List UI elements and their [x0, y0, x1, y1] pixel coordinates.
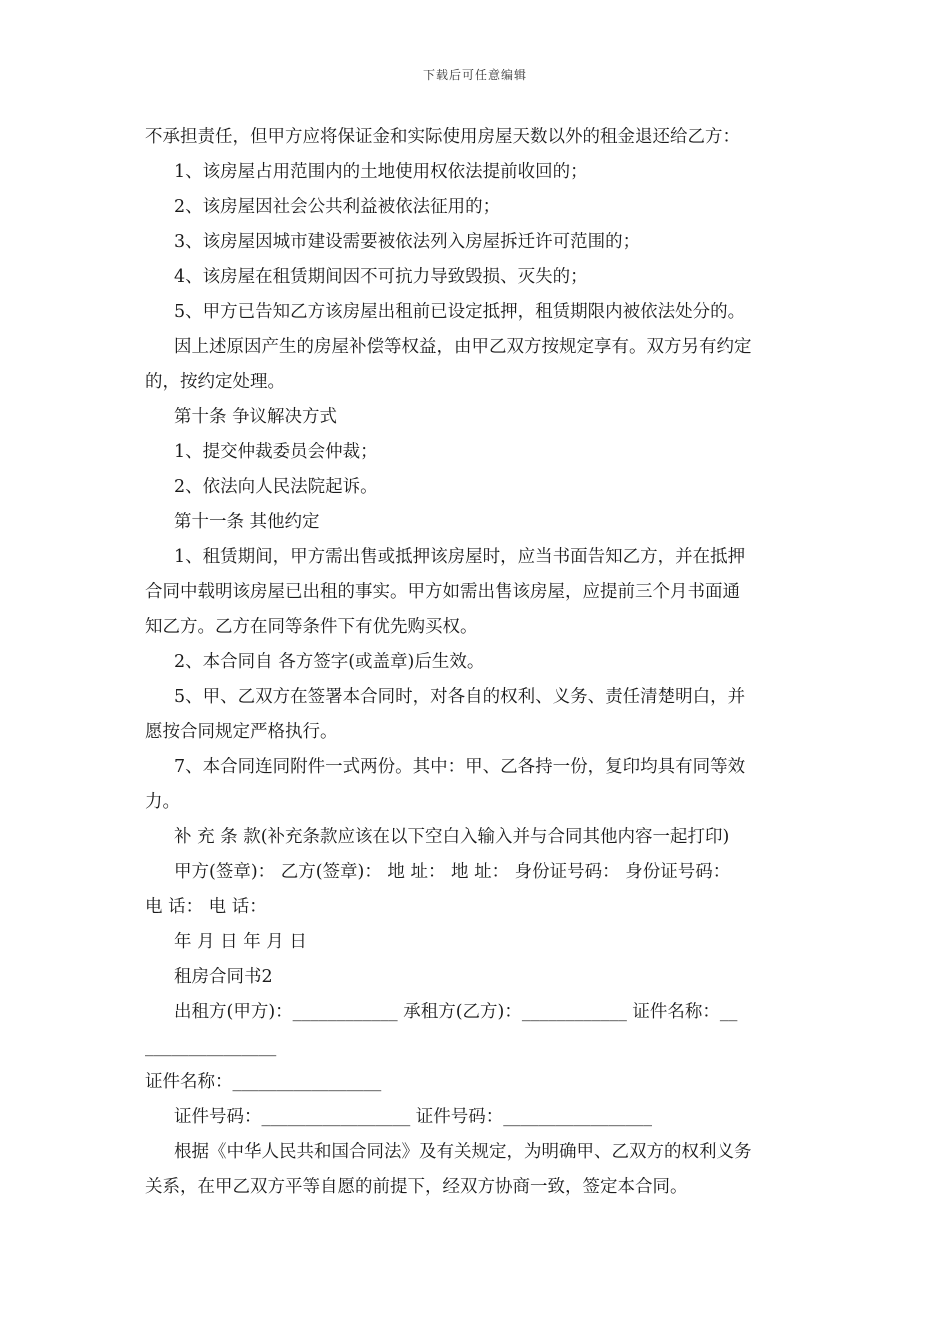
blank-line: _______________: [145, 1037, 277, 1057]
signature-fields: 甲方(签章)： 乙方(签章)： 地 址： 地 址： 身份证号码： 身份证号码：: [174, 862, 731, 882]
clause-item: 5、甲、乙双方在签署本合同时，对各自的权利、义务、责任清楚明白，并: [174, 687, 746, 707]
date-fields: 年 月 日 年 月 日: [174, 932, 307, 952]
paragraph-line: 合同中载明该房屋已出租的事实。甲方如需出售该房屋，应提前三个月书面通: [145, 582, 740, 602]
paragraph-line: 根据《中华人民共和国合同法》及有关规定，为明确甲、乙双方的权利义务: [174, 1142, 752, 1162]
phone-fields: 电 话： 电 话：: [145, 897, 267, 917]
clause-item: 5、甲方已告知乙方该房屋出租前已设定抵押，租赁期限内被依法处分的。: [174, 302, 746, 322]
document-body: [145, 120, 815, 1205]
page-header: 下载后可任意编辑: [422, 68, 527, 82]
clause-item: 1、租赁期间，甲方需出售或抵押该房屋时，应当书面告知乙方，并在抵押: [174, 547, 746, 567]
paragraph-line: 的，按约定处理。: [145, 372, 285, 392]
contract-title: 租房合同书2: [174, 967, 273, 987]
clause-item: 7、本合同连同附件一式两份。其中：甲、乙各持一份，复印均具有同等效: [174, 757, 746, 777]
clause-item: 4、该房屋在租赁期间因不可抗力导致毁损、灭失的；: [174, 267, 588, 287]
section-heading: 第十条 争议解决方式: [174, 407, 338, 427]
clause-item: 2、该房屋因社会公共利益被依法征用的；: [174, 197, 501, 217]
clause-item: 2、依法向人民法院起诉。: [174, 477, 378, 497]
clause-item: 1、提交仲裁委员会仲裁；: [174, 442, 378, 462]
clause-item: 3、该房屋因城市建设需要被依法列入房屋拆迁许可范围的；: [174, 232, 641, 252]
supplementary-heading: 补 充 条 款(补充条款应该在以下空白入输入并与合同其他内容一起打印): [174, 827, 730, 847]
id-name-field: 证件名称：_________________: [145, 1072, 382, 1092]
party-fields: 出租方(甲方)：____________ 承租方(乙方)：____________ 证件名称：__: [174, 1002, 738, 1022]
paragraph-line: 力。: [145, 792, 180, 812]
section-heading: 第十一条 其他约定: [174, 512, 320, 532]
clause-item: 2、本合同自 各方签字(或盖章)后生效。: [174, 652, 485, 672]
clause-item: 1、该房屋占用范围内的土地使用权依法提前收回的；: [174, 162, 588, 182]
paragraph-line: 不承担责任，但甲方应将保证金和实际使用房屋天数以外的租金退还给乙方：: [145, 127, 740, 147]
paragraph-line: 愿按合同规定严格执行。: [145, 722, 338, 742]
id-number-fields: 证件号码：_________________ 证件号码：_________________: [174, 1107, 653, 1127]
paragraph-line: 关系，在甲乙双方平等自愿的前提下，经双方协商一致，签定本合同。: [145, 1177, 688, 1197]
paragraph-line: 知乙方。乙方在同等条件下有优先购买权。: [145, 617, 478, 637]
paragraph-line: 因上述原因产生的房屋补偿等权益，由甲乙双方按规定享有。双方另有约定: [174, 337, 752, 357]
